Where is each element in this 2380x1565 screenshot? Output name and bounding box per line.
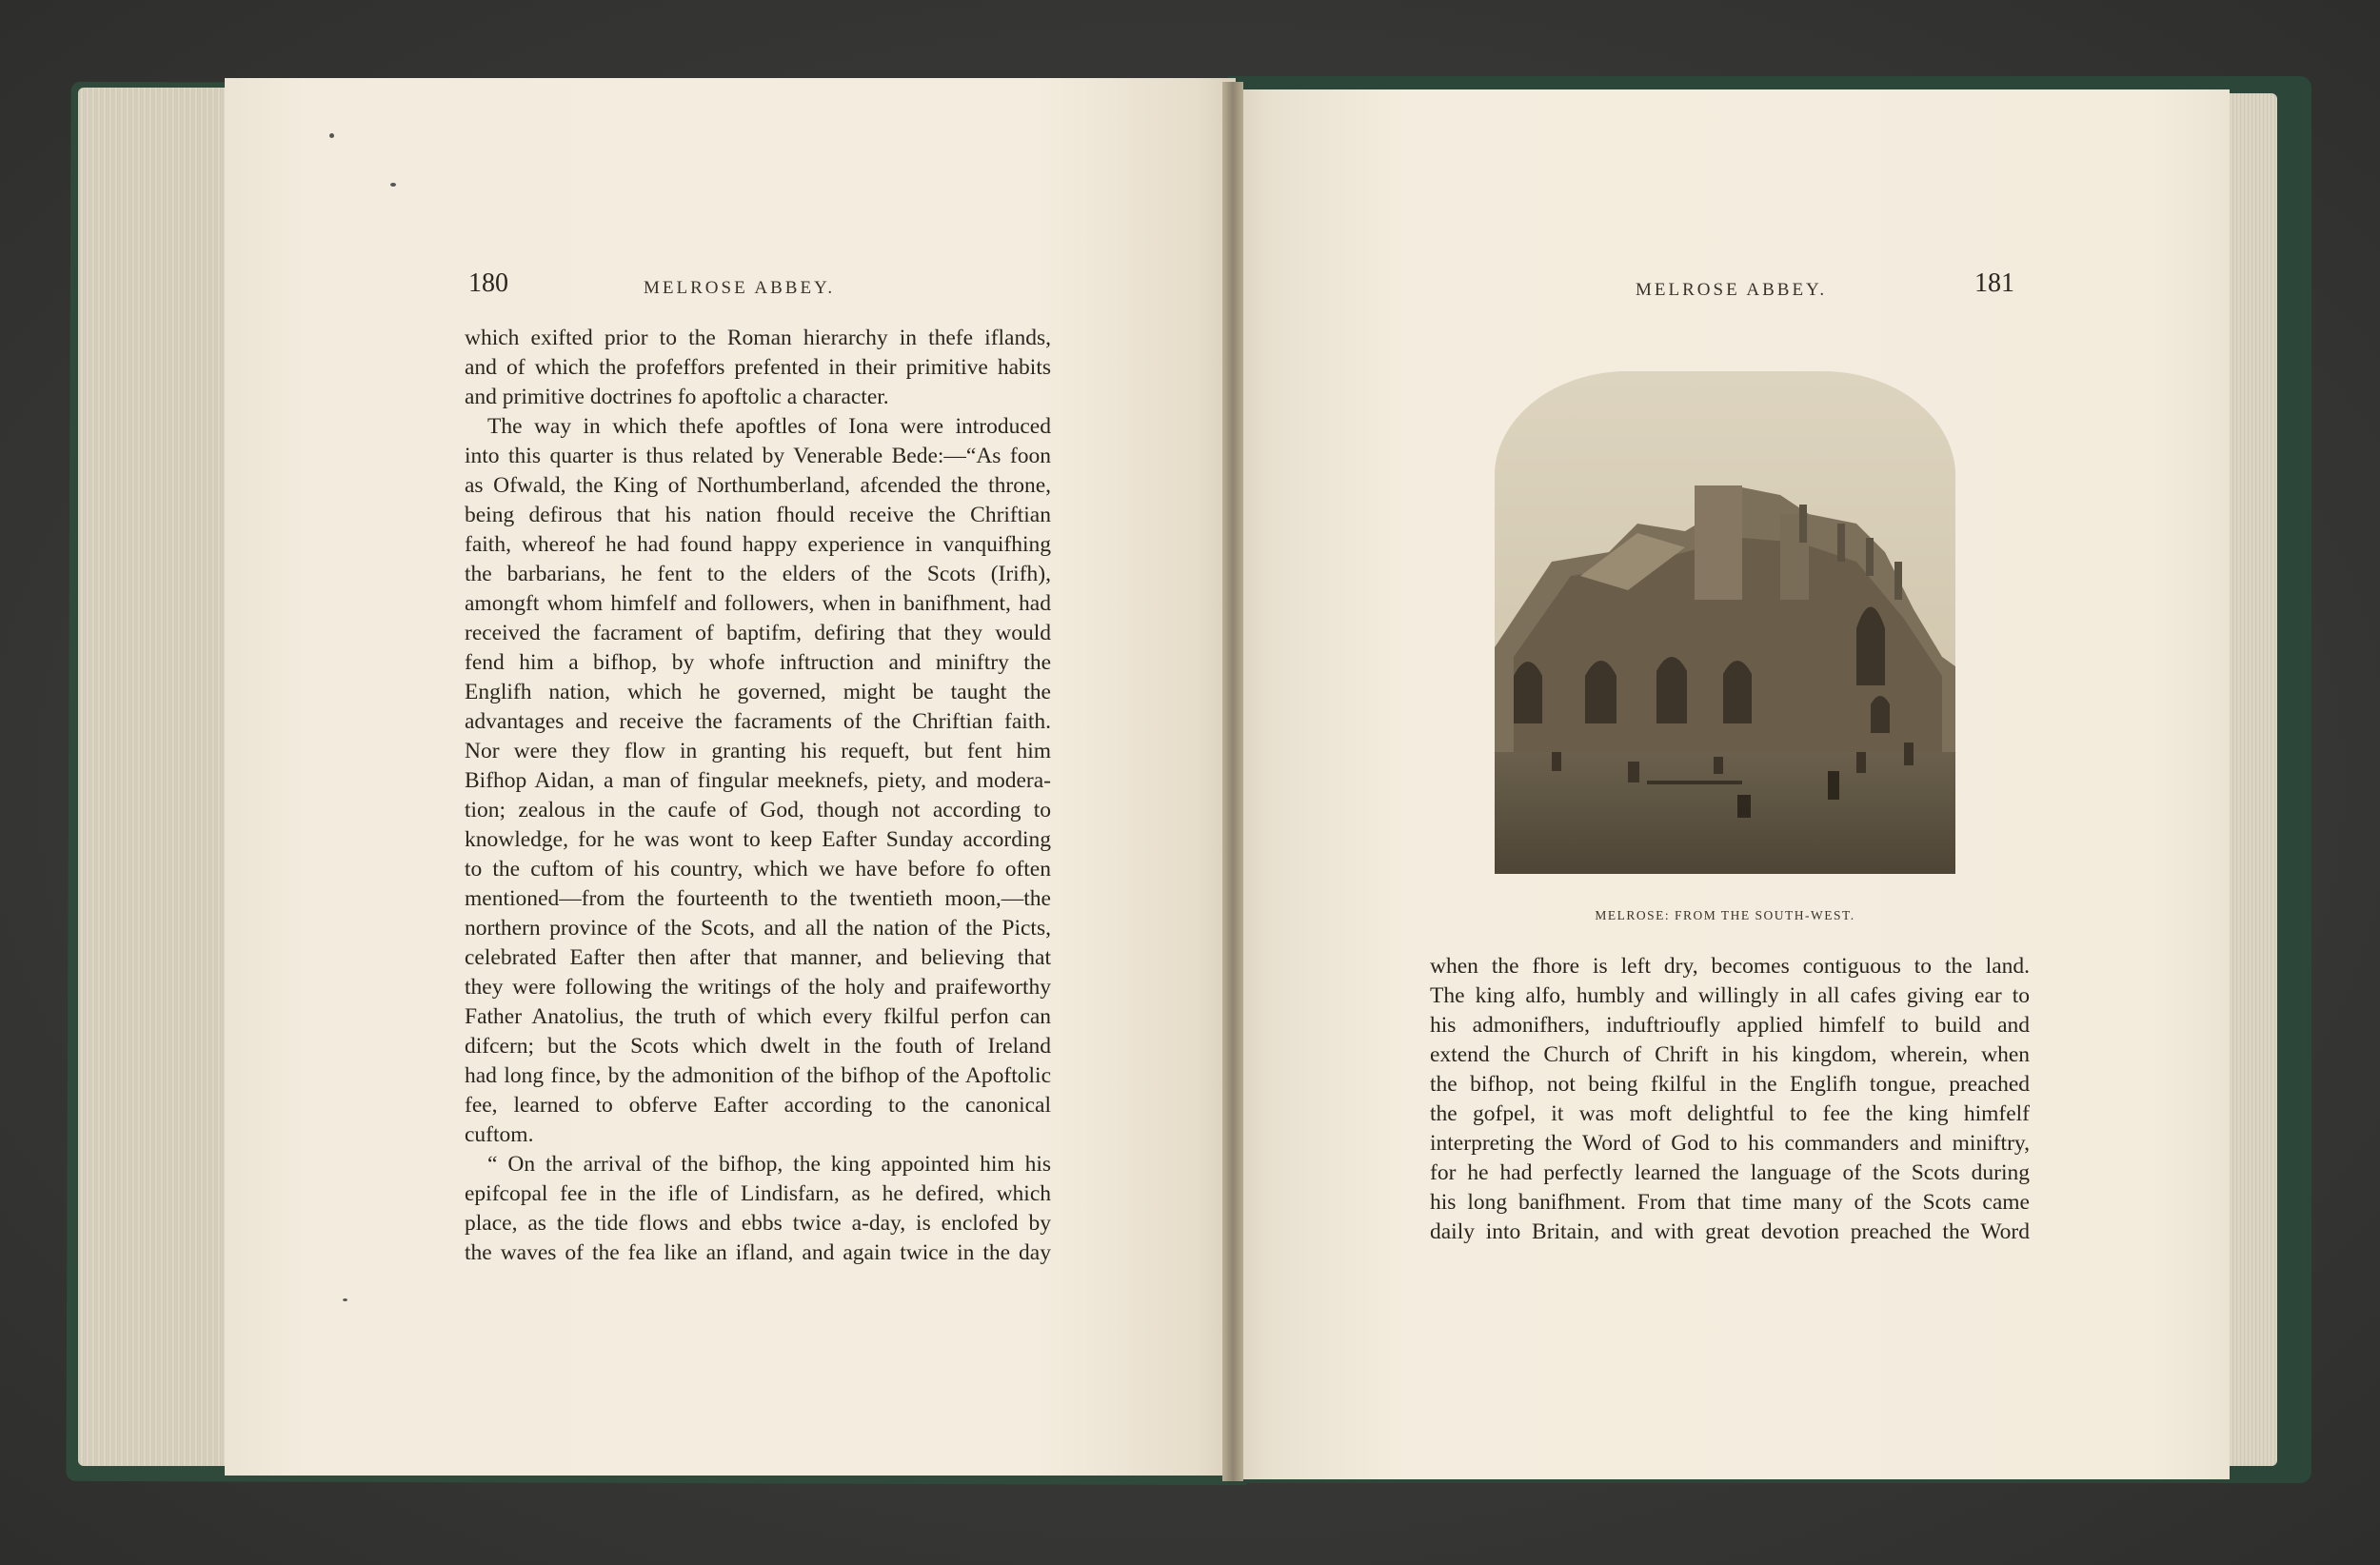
text-line: fend him a bifhop, by whofe inftruction and miniftry the — [465, 650, 1051, 675]
text-line: the gofpel, it was moft delightful to fee the king himfelf — [1430, 1101, 2030, 1126]
text-line: northern province of the Scots, and all the nation of the Picts, — [465, 916, 1051, 941]
text-line: amongft whom himfelf and followers, when in banifhment, had — [465, 591, 1051, 616]
text-line: had long fince, by the admonition of the bifhop of the Apoftolic — [465, 1063, 1051, 1088]
text-line: celebrated Eafter then after that manner, and believing that — [465, 945, 1051, 970]
left-page-number: 180 — [468, 268, 508, 298]
text-line: his admonifhers, induftrioufly applied himfelf to build and — [1430, 1013, 2030, 1038]
page-edges-left — [78, 88, 240, 1466]
book-gutter — [1222, 82, 1243, 1481]
text-line: cuftom. — [465, 1122, 534, 1147]
text-line: fee, learned to obferve Eafter according to the canonical — [465, 1093, 1051, 1118]
text-line: extend the Church of Chrift in his kingdom, wherein, when — [1430, 1042, 2030, 1067]
text-line: interpreting the Word of God to his commanders and miniftry, — [1430, 1131, 2030, 1156]
text-line: The way in which thefe apoftles of Iona were introduced — [487, 414, 1051, 439]
text-line: faith, whereof he had found happy experience in vanquifhing — [465, 532, 1051, 557]
page-speck — [343, 1298, 347, 1301]
text-line: being defirous that his nation fhould receive the Chriftian — [465, 503, 1051, 527]
text-line: Bifhop Aidan, a man of fingular meeknefs, piety, and modera- — [465, 768, 1051, 793]
text-line: into this quarter is thus related by Venerable Bede:—“As foon — [465, 444, 1051, 468]
left-running-head: MELROSE ABBEY. — [644, 278, 836, 298]
text-line: to the cuftom of his country, which we have before fo often — [465, 857, 1051, 882]
text-line: difcern; but the Scots which dwelt in the fouth of Ireland — [465, 1034, 1051, 1059]
text-line: The king alfo, humbly and willingly in all cafes giving ear to — [1430, 983, 2030, 1008]
right-page-number: 181 — [1974, 268, 2014, 298]
text-line: Englifh nation, which he governed, might be taught the — [465, 680, 1051, 704]
text-line: and primitive doctrines fo apoftolic a character. — [465, 385, 889, 409]
right-running-head: MELROSE ABBEY. — [1636, 280, 1828, 300]
text-line: tion; zealous in the caufe of God, though not according to — [465, 798, 1051, 822]
melrose-abbey-ruins-image — [1495, 371, 1955, 874]
text-line: the waves of the fea like an ifland, and again twice in the day — [465, 1240, 1051, 1265]
text-line: when the fhore is left dry, becomes contiguous to the land. — [1430, 954, 2030, 979]
page-speck — [390, 183, 396, 187]
text-line: for he had perfectly learned the language of the Scots during — [1430, 1160, 2030, 1185]
text-line: Nor were they flow in granting his requeft, but fent him — [465, 739, 1051, 763]
text-line: mentioned—from the fourteenth to the twentieth moon,—the — [465, 886, 1051, 911]
text-line: as Ofwald, the King of Northumberland, afcended the throne, — [465, 473, 1051, 498]
text-line: advantages and receive the facraments of the Chriftian faith. — [465, 709, 1051, 734]
text-line: and of which the profeffors prefented in their primitive habits — [465, 355, 1051, 380]
plate-caption: MELROSE: FROM THE SOUTH-WEST. — [1595, 908, 1855, 922]
text-line: they were following the writings of the holy and praifeworthy — [465, 975, 1051, 1000]
text-line: knowledge, for he was wont to keep Eafter Sunday according — [465, 827, 1051, 852]
text-line: received the facrament of baptifm, defiring that they would — [465, 621, 1051, 645]
text-line: “ On the arrival of the bifhop, the king appointed him his — [487, 1152, 1051, 1177]
text-line: daily into Britain, and with great devotion preached the Word — [1430, 1219, 2030, 1244]
text-line: Father Anatolius, the truth of which every fkilful perfon can — [465, 1004, 1051, 1029]
left-page-text — [465, 324, 1051, 1268]
abbey-photograph — [1495, 371, 1955, 874]
text-line: his long banifhment. From that time many of the Scots came — [1430, 1190, 2030, 1215]
page-speck — [329, 133, 334, 138]
text-line: epifcopal fee in the ifle of Lindisfarn, as he defired, which — [465, 1181, 1051, 1206]
text-line: which exifted prior to the Roman hierarchy in thefe iflands, — [465, 326, 1051, 350]
text-line: place, as the tide flows and ebbs twice a-day, is enclofed by — [465, 1211, 1051, 1236]
text-line: the bifhop, not being fkilful in the Englifh tongue, preached — [1430, 1072, 2030, 1097]
right-page-text — [1430, 952, 2030, 1247]
text-line: the barbarians, he fent to the elders of the Scots (Irifh), — [465, 562, 1051, 586]
